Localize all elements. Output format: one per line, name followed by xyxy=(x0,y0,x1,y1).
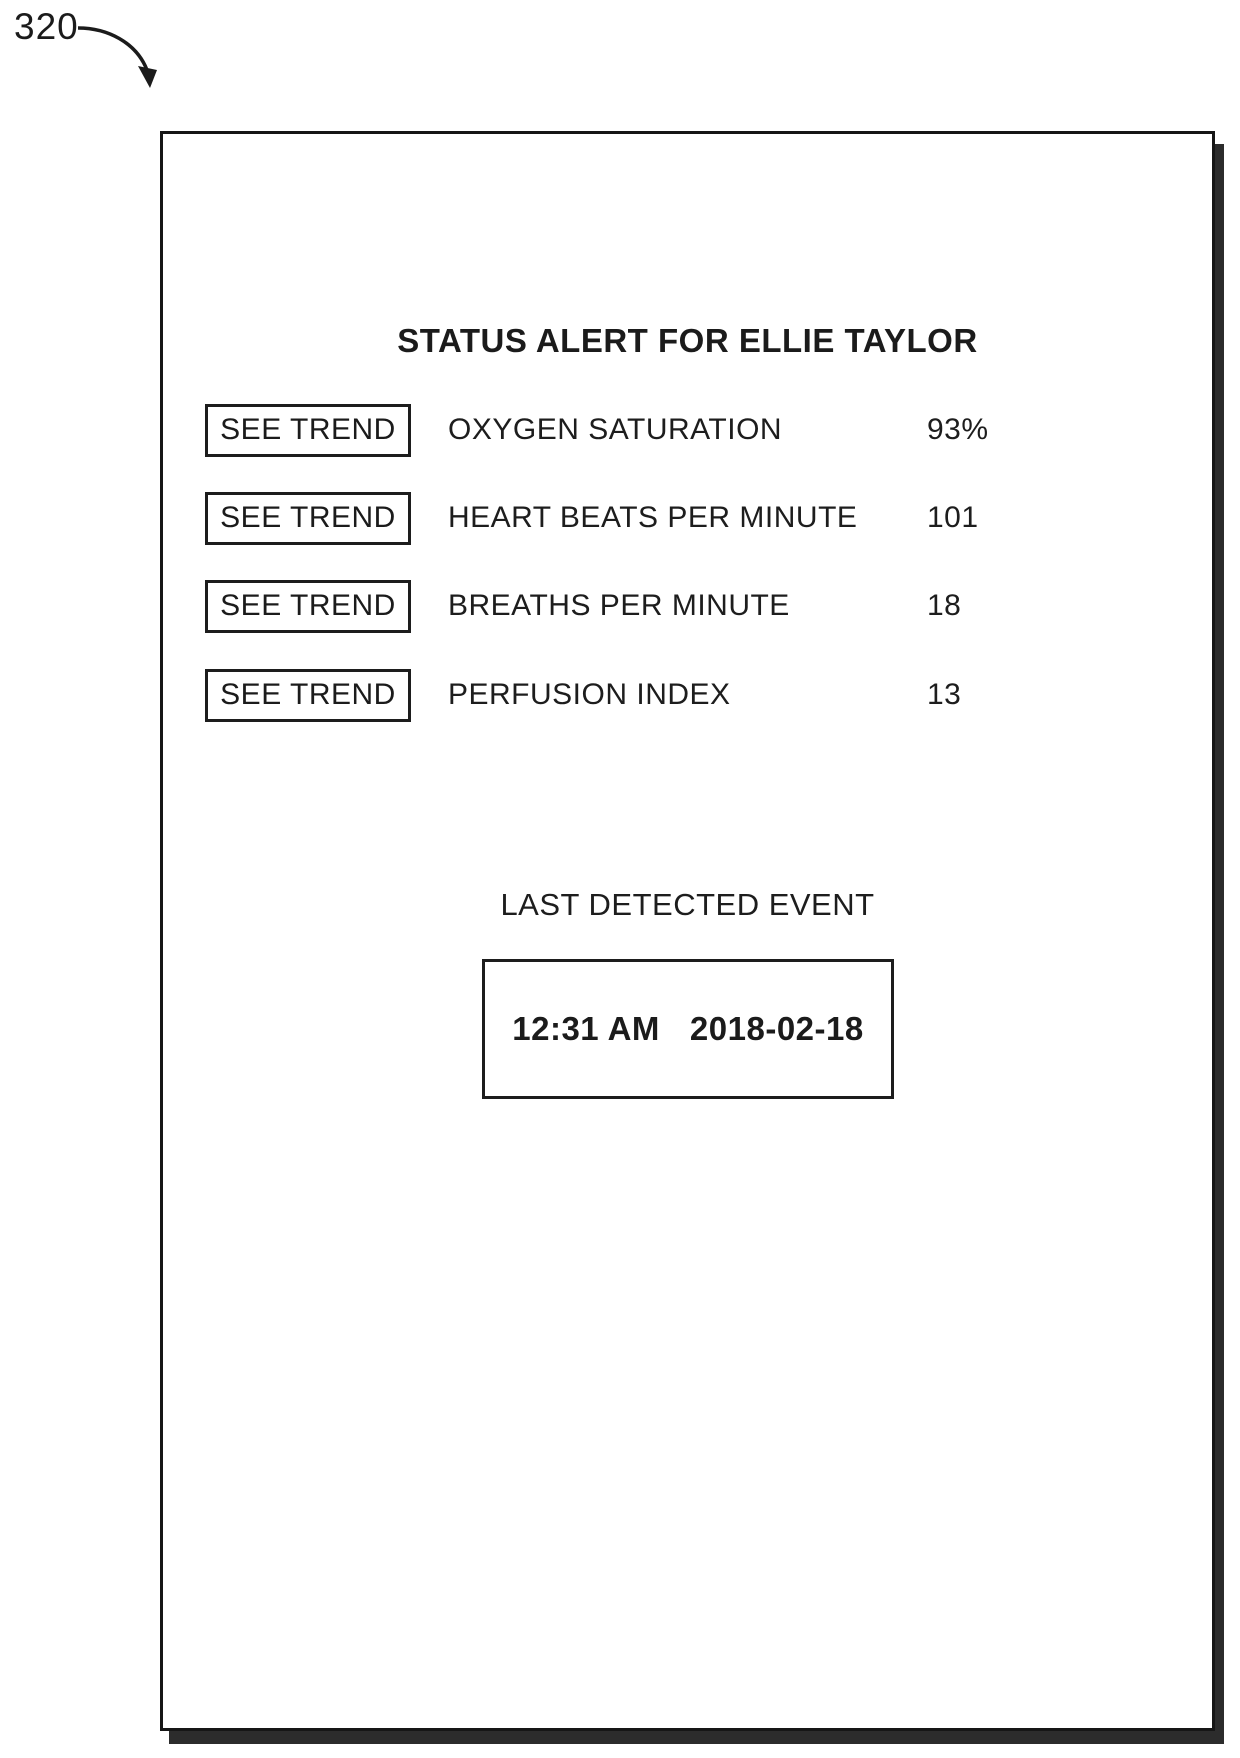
last-event-timestamp-box xyxy=(482,959,894,1099)
see-trend-button-perfusion-index[interactable]: SEE TREND xyxy=(205,669,411,722)
page-title: STATUS ALERT FOR ELLIE TAYLOR xyxy=(397,322,978,359)
vital-value: 101 xyxy=(927,501,979,534)
leader-arrow-icon xyxy=(62,14,172,92)
vital-metric-label: OXYGEN SATURATION xyxy=(448,413,783,446)
vital-value: 18 xyxy=(927,589,962,622)
figure-reference-numeral: 320 xyxy=(14,6,79,47)
vital-metric-label: PERFUSION INDEX xyxy=(448,678,731,711)
vital-value: 13 xyxy=(927,678,962,711)
vital-row-breaths xyxy=(205,579,1165,633)
vital-value: 93% xyxy=(927,413,989,446)
event-time: 12:31 AM xyxy=(512,1010,660,1047)
status-alert-screen xyxy=(160,131,1215,1731)
vital-metric-label: HEART BEATS PER MINUTE xyxy=(448,501,858,534)
vital-row-perfusion-index xyxy=(205,668,1165,722)
event-date: 2018-02-18 xyxy=(689,1010,864,1047)
see-trend-button-heart-beats[interactable]: SEE TREND xyxy=(205,492,411,545)
last-detected-event-heading: LAST DETECTED EVENT xyxy=(500,887,875,922)
vital-metric-label: BREATHS PER MINUTE xyxy=(448,589,790,622)
see-trend-button-breaths[interactable]: SEE TREND xyxy=(205,580,411,633)
vital-row-heart-beats xyxy=(205,491,1165,545)
see-trend-button-oxygen-saturation[interactable]: SEE TREND xyxy=(205,404,411,457)
vital-row-oxygen-saturation xyxy=(205,403,1165,457)
